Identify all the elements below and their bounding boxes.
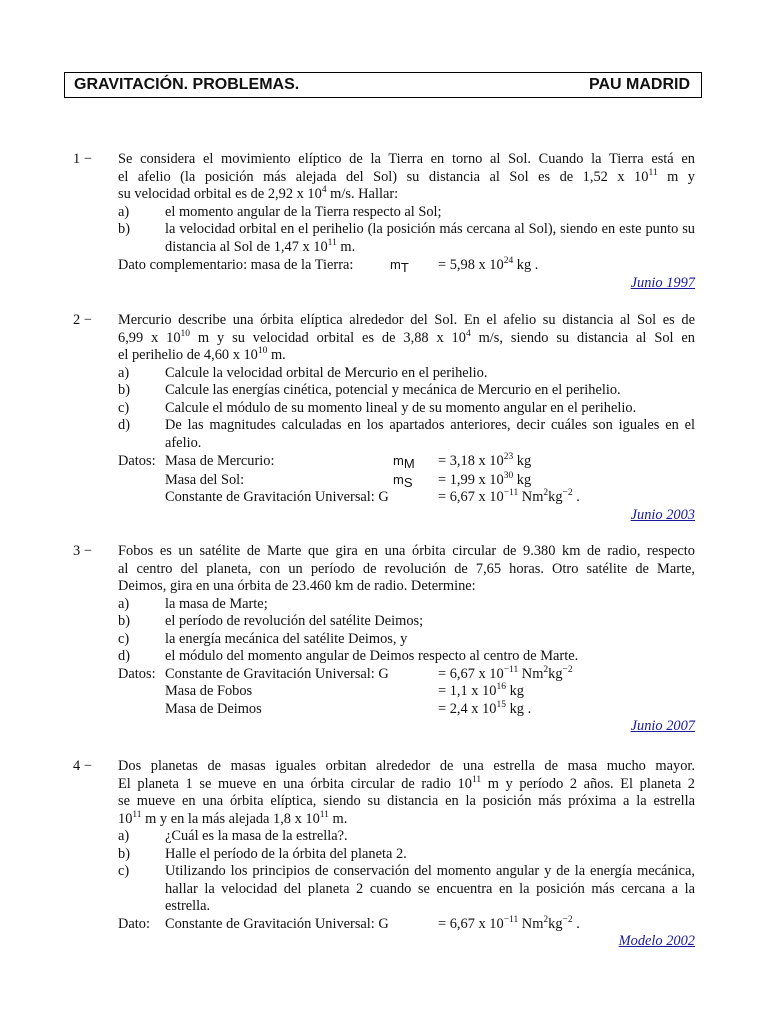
statement-line: Se considera el movimiento elíptico de la Tierra en torno al Sol. Cuando la Tierra está en: [118, 151, 695, 167]
item-label: b): [118, 613, 130, 629]
exam-date-link[interactable]: Junio 2007: [630, 718, 695, 734]
statement-line: se mueve en una órbita elíptica, siendo su distancia en la posición más próxima a la estrella: [118, 793, 695, 809]
statement-line: 6,99 x $10^{10}$ m y su velocidad orbital es de 3,88 x $10^4$ m/s, siendo su distancia al Sol en: [118, 328, 695, 346]
statement-line: Dos planetas de masas iguales orbitan alrededor de una estrella de masa mucho mayor.: [118, 758, 695, 774]
list-item: [118, 596, 695, 614]
item-text: la energía mecánica del satélite Deimos, y: [165, 630, 408, 647]
statement-line: su velocidad orbital es de 2,92 x $10^4$ m/s. Hallar:: [118, 185, 399, 202]
list-item: [118, 863, 695, 916]
data-name: Constante de Gravitación Universal: G: [165, 915, 389, 932]
data-name: Masa de Mercurio:: [165, 453, 275, 469]
data-prefix: Datos:: [118, 665, 156, 682]
data-row: [118, 471, 695, 490]
problem-number: 4 −: [73, 758, 92, 774]
item-text: la masa de Marte;: [165, 595, 268, 612]
document-source: PAU MADRID: [588, 76, 690, 93]
item-label: a): [118, 828, 130, 844]
item-text: Halle el período de la órbita del planeta 2.: [165, 845, 407, 862]
data-value: = 3,18 x $10^{23}$ kg: [438, 452, 532, 469]
data-row: [118, 666, 695, 684]
data-prefix: Dato complementario: masa de la Tierra:: [118, 257, 354, 273]
data-symbol: $m_M$: [393, 453, 415, 471]
list-item: [118, 382, 695, 400]
data-prefix: Dato:: [118, 915, 150, 932]
statement-line: el perihelio de 4,60 x $10^{10}$ m.: [118, 346, 286, 363]
data-prefix: Datos:: [118, 453, 156, 469]
list-item: [118, 631, 695, 649]
data-value: = 1,99 x $10^{30}$ kg: [438, 470, 532, 488]
item-label: a): [118, 364, 130, 381]
list-item: [118, 400, 695, 418]
data-value: = 6,67 x $10^{-11}$ $Nm^2kg^{-2}$: [438, 664, 573, 682]
statement-line: Deimos, gira en una órbita de 23.460 km de radio. Determine:: [118, 578, 476, 594]
document-header: [64, 72, 702, 98]
data-row: [118, 683, 695, 701]
item-text: Calcule las energías cinética, potencial y mecánica de Mercurio en el perihelio.: [165, 382, 621, 398]
data-symbol: $m_S$: [393, 471, 413, 490]
item-label: a): [118, 203, 130, 220]
problem-body: [118, 543, 695, 736]
item-label: c): [118, 863, 130, 879]
data-name: Masa de Deimos: [165, 700, 262, 717]
data-name: Masa del Sol:: [165, 471, 245, 488]
list-item: [118, 648, 695, 666]
data-row: [118, 916, 695, 934]
problem-number: 2 −: [73, 312, 92, 328]
statement-line: al centro del planeta, con un período de revolución de 7,65 horas. Otro satélite de Marte,: [118, 560, 695, 577]
problem-body: [118, 312, 695, 524]
list-item: [118, 417, 695, 452]
item-label: d): [118, 648, 130, 664]
list-item: [118, 221, 695, 256]
item-label: d): [118, 417, 130, 433]
item-text: la velocidad orbital en el perihelio (la posición más cercana al Sol), siendo en este punto su distancia al Sol de 1,47 x $10^{11}$ m.: [165, 221, 695, 255]
data-row: [118, 489, 695, 507]
item-label: b): [118, 382, 130, 398]
exam-date-link[interactable]: Junio 1997: [630, 274, 695, 291]
data-row: [118, 256, 695, 275]
data-value: = 6,67 x $10^{-11}$ $Nm^2kg^{-2}$ .: [438, 914, 580, 932]
data-row: [118, 701, 695, 719]
problem-body: [118, 758, 695, 951]
list-item: [118, 204, 695, 222]
item-text: Calcule la velocidad orbital de Mercurio en el perihelio.: [165, 364, 488, 381]
item-label: b): [118, 221, 130, 237]
data-row: [118, 452, 695, 471]
data-value: = 2,4 x $10^{15}$ kg .: [438, 699, 532, 717]
exam-date-link[interactable]: Junio 2003: [630, 506, 695, 523]
data-name: Constante de Gravitación Universal: G: [165, 489, 389, 505]
list-item: [118, 613, 695, 631]
item-label: c): [118, 399, 130, 416]
item-label: a): [118, 595, 130, 612]
statement-line: el afelio (la posición más alejada del Sol) su distancia al Sol es de 1,52 x $10^{11}$ m y: [118, 167, 695, 185]
item-text: el momento angular de la Tierra respecto al Sol;: [165, 203, 442, 220]
list-item: [118, 846, 695, 864]
data-symbol: $m_T$: [390, 257, 409, 275]
item-label: b): [118, 845, 130, 862]
item-label: c): [118, 630, 130, 647]
problem-number: 1 −: [73, 151, 92, 167]
data-value: = 5,98 x $10^{24}$ kg .: [438, 256, 539, 273]
problem-body: [118, 151, 695, 292]
item-text: el período de revolución del satélite Deimos;: [165, 613, 424, 629]
data-value: = 6,67 x $10^{-11}$ $Nm^2kg^{-2}$ .: [438, 488, 580, 505]
problem-number: 3 −: [73, 543, 92, 559]
item-text: Calcule el módulo de su momento lineal y de su momento angular en el perihelio.: [165, 399, 637, 416]
statement-line: Mercurio describe una órbita elíptica alrededor del Sol. En el afelio su distancia al Sol es de: [118, 312, 695, 328]
statement-line: $10^{11}$ m y en la más alejada 1,8 x $10^{11}$ m.: [118, 809, 348, 827]
statement-line: El planeta 1 se mueve en una órbita circular de radio $10^{11}$ m y período 2 años. El planeta 2: [118, 774, 696, 792]
item-text: ¿Cuál es la masa de la estrella?.: [165, 828, 348, 844]
statement-line: Fobos es un satélite de Marte que gira en una órbita circular de 9.380 km de radio, respecto: [118, 543, 695, 559]
data-value: = 1,1 x $10^{16}$ kg: [438, 682, 524, 699]
document-title: GRAVITACIÓN. PROBLEMAS.: [74, 76, 300, 93]
item-text: De las magnitudes calculadas en los apartados anteriores, decir cuáles son iguales en el afelio.: [165, 417, 695, 451]
list-item: [118, 828, 695, 846]
data-name: Constante de Gravitación Universal: G: [165, 665, 389, 682]
exam-date-link[interactable]: Modelo 2002: [618, 933, 695, 949]
list-item: [118, 365, 695, 383]
data-name: Masa de Fobos: [165, 683, 253, 699]
item-text: Utilizando los principios de conservación del momento angular y de la energía mecánica, hallar la velocidad del planeta 2 cuando se encuentra en la posición más cercana a la estrella.: [165, 863, 695, 914]
item-text: el módulo del momento angular de Deimos respecto al centro de Marte.: [165, 648, 579, 664]
